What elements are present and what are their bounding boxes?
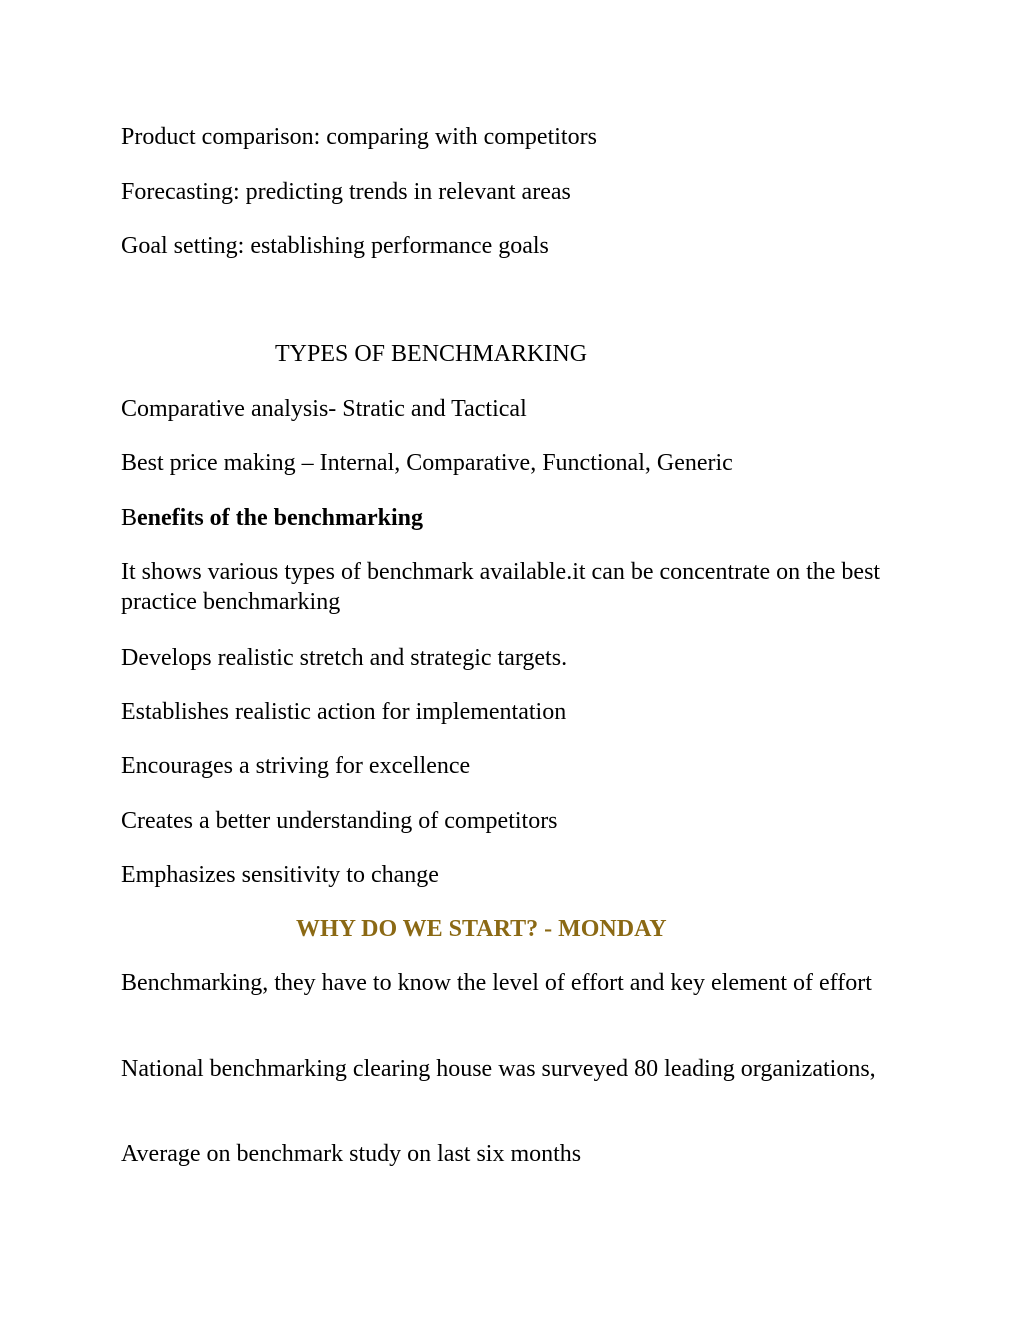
national-clearing-house-line: National benchmarking clearing house was surveyed 80 leading organizations, [121, 1056, 876, 1082]
forecasting-line: Forecasting: predicting trends in relevant areas [121, 179, 571, 205]
emphasizes-line: Emphasizes sensitivity to change [121, 862, 439, 888]
benefits-heading-rest: enefits of the benchmarking [137, 505, 423, 531]
benefits-heading [121, 503, 423, 533]
goal-setting-line: Goal setting: establishing performance goals [121, 233, 549, 259]
types-of-benchmarking-heading: TYPES OF BENCHMARKING [275, 341, 588, 367]
shows-types-line: It shows various types of benchmark available.it can be concentrate on the best practice benchmarking [121, 559, 881, 615]
establishes-line: Establishes realistic action for implementation [121, 699, 567, 725]
encourages-line: Encourages a striving for excellence [121, 753, 471, 779]
average-study-line: Average on benchmark study on last six months [121, 1141, 582, 1167]
develops-line: Develops realistic stretch and strategic targets. [121, 645, 568, 671]
creates-line: Creates a better understanding of competitors [121, 808, 558, 834]
benchmarking-know-line: Benchmarking, they have to know the level of effort and key element of effort [121, 970, 872, 996]
best-price-line: Best price making – Internal, Comparative, Functional, Generic [121, 450, 733, 476]
comparative-analysis-line: Comparative analysis- Stratic and Tactical [121, 396, 527, 422]
why-do-we-start-heading: WHY DO WE START? - MONDAY [296, 916, 667, 942]
benefits-heading-initial: B [121, 505, 138, 531]
product-comparison-line: Product comparison: comparing with competitors [121, 124, 597, 150]
